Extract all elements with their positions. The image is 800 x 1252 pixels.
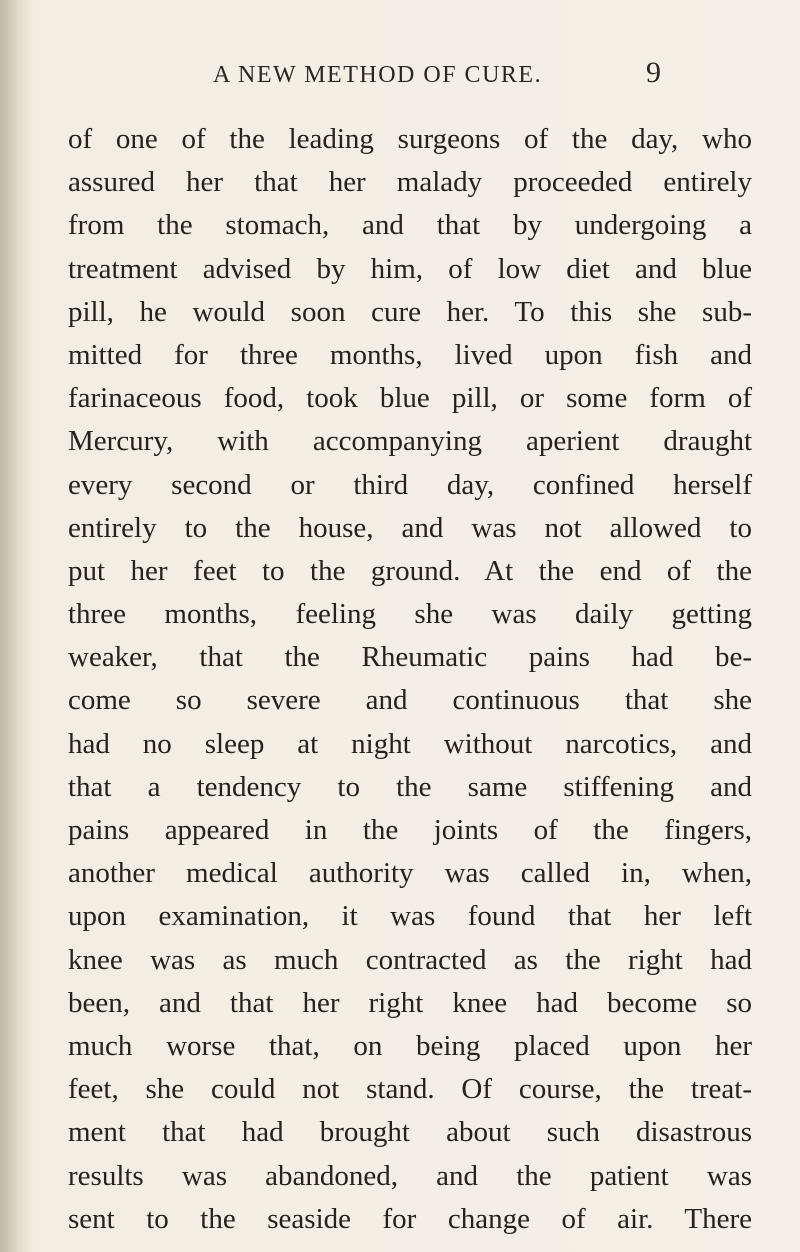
text-line: mitted for three months, lived upon fish and [68, 338, 752, 371]
text-line: much worse that, on being placed upon her [68, 1029, 752, 1062]
text-line: been, and that her right knee had become so [68, 986, 752, 1019]
binding-shadow [0, 0, 30, 1252]
text-line: results was abandoned, and the patient was [68, 1159, 752, 1192]
text-line: come so severe and continuous that she [68, 684, 752, 717]
text-line: from the stomach, and that by undergoing a [68, 209, 752, 242]
text-line: treatment advised by him, of low diet and blue [68, 252, 752, 285]
text-line: feet, she could not stand. Of course, the treat- [68, 1073, 752, 1106]
text-line: pains appeared in the joints of the fingers, [68, 814, 752, 846]
text-line: farinaceous food, took blue pill, or some form of [68, 382, 752, 415]
text-line: knee was as much contracted as the right had [68, 943, 752, 976]
text-line: of one of the leading surgeons of the day, who [68, 123, 752, 155]
text-line: weaker, that the Rheumatic pains had be- [68, 641, 752, 674]
text-line: another medical authority was called in, when, [68, 857, 752, 890]
running-title: A NEW METHOD OF CURE. [213, 62, 543, 88]
text-line: that a tendency to the same stiffening and [68, 770, 752, 803]
body-paragraph [68, 118, 752, 1241]
running-header [0, 58, 800, 98]
text-line: every second or third day, confined herself [68, 468, 752, 501]
text-line: three months, feeling she was daily getting [68, 598, 752, 631]
page-number: 9 [646, 56, 661, 89]
text-line: assured her that her malady proceeded entirely [68, 166, 752, 199]
text-line: had no sleep at night without narcotics, and [68, 727, 752, 760]
text-line: Mercury, with accompanying aperient draught [68, 425, 752, 458]
text-line: upon examination, it was found that her left [68, 900, 752, 933]
text-line: ment that had brought about such disastrous [68, 1116, 752, 1149]
text-line: sent to the seaside for change of air. There [68, 1202, 752, 1235]
text-line: pill, he would soon cure her. To this she sub- [68, 295, 752, 328]
text-line: entirely to the house, and was not allowed to [68, 511, 752, 544]
text-line: put her feet to the ground. At the end of the [68, 554, 752, 587]
